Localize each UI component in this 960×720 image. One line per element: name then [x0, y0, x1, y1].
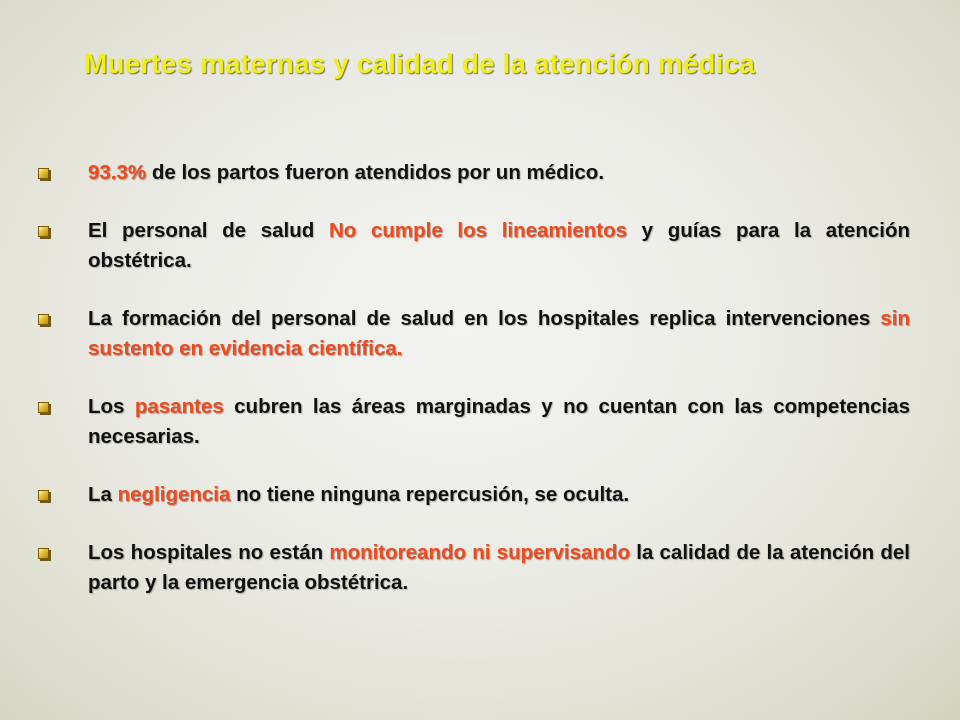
bullet-text: y guías para la atención obstétrica.	[88, 219, 910, 272]
bullet-text: cubren las áreas marginadas y no cuentan con las competencias necesarias.	[88, 395, 910, 448]
square-bullet-icon	[38, 402, 49, 413]
bullet-text: la calidad de la atención del parto y la emergencia obstétrica.	[88, 541, 910, 594]
bullet-item	[38, 480, 910, 510]
square-bullet-icon	[38, 548, 49, 559]
bullet-list	[38, 158, 910, 626]
bullet-item	[38, 538, 910, 598]
square-bullet-icon	[38, 314, 49, 325]
bullet-text: El personal de salud	[88, 219, 329, 242]
bullet-item	[38, 158, 910, 188]
bullet-item	[38, 304, 910, 364]
highlighted-text: No cumple los lineamientos	[328, 219, 628, 242]
bullet-item	[38, 216, 910, 276]
highlighted-text: negligencia	[117, 483, 231, 506]
bullet-text: La formación del personal de salud en los hospitales replica intervenciones	[88, 307, 881, 330]
bullet-item	[38, 392, 910, 452]
highlighted-text: monitoreando ni supervisando	[329, 541, 630, 564]
square-bullet-icon	[38, 490, 49, 501]
bullet-text: no tiene ninguna repercusión, se oculta.	[230, 483, 630, 506]
slide-title: Muertes maternas y calidad de la atención médica	[84, 48, 755, 79]
square-bullet-icon	[38, 226, 49, 237]
highlighted-text: pasantes	[134, 395, 224, 418]
bullet-text: Los	[88, 395, 135, 418]
highlighted-text: 93.3%	[88, 161, 147, 184]
square-bullet-icon	[38, 168, 49, 179]
bullet-text: La	[88, 483, 118, 506]
bullet-text: Los hospitales no están	[88, 541, 330, 564]
bullet-text: de los partos fueron atendidos por un médico.	[146, 161, 605, 184]
highlighted-text: sin sustento en evidencia científica.	[88, 307, 910, 360]
